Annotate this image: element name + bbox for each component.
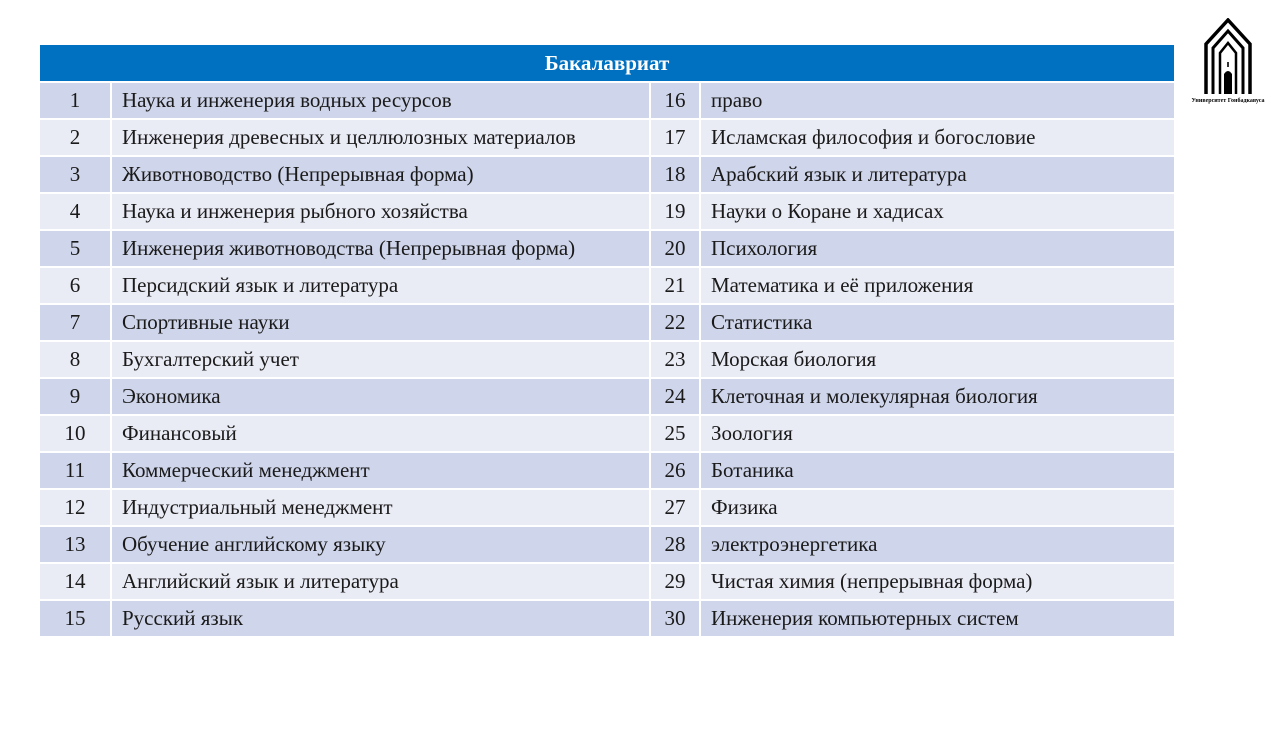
row-number-right: 27 [650,489,700,526]
program-name-right: Науки о Коране и хадисах [700,193,1174,230]
row-number-right: 21 [650,267,700,304]
program-name-right: Психология [700,230,1174,267]
row-number-left: 11 [40,452,111,489]
table-row [40,119,1174,156]
program-name-right: Чистая химия (непрерывная форма) [700,563,1174,600]
row-number-left: 5 [40,230,111,267]
program-name-right: Статистика [700,304,1174,341]
table-row [40,230,1174,267]
program-name-left: Спортивные науки [111,304,650,341]
row-number-left: 15 [40,600,111,637]
row-number-right: 16 [650,82,700,119]
table-row [40,563,1174,600]
university-logo [1180,18,1276,118]
row-number-left: 14 [40,563,111,600]
row-number-left: 9 [40,378,111,415]
program-name-left: Персидский язык и литература [111,267,650,304]
row-number-right: 26 [650,452,700,489]
program-name-left: Русский язык [111,600,650,637]
program-name-right: Клеточная и молекулярная биология [700,378,1174,415]
table-row [40,489,1174,526]
table-row [40,526,1174,563]
row-number-right: 28 [650,526,700,563]
program-name-left: Инженерия животноводства (Непрерывная форма) [111,230,650,267]
table-row [40,600,1174,637]
row-number-left: 7 [40,304,111,341]
row-number-left: 4 [40,193,111,230]
row-number-right: 22 [650,304,700,341]
row-number-left: 13 [40,526,111,563]
program-name-left: Обучение английскому языку [111,526,650,563]
program-name-left: Инженерия древесных и целлюлозных материалов [111,119,650,156]
university-arch-icon [1204,18,1252,96]
table-row [40,82,1174,119]
row-number-right: 20 [650,230,700,267]
table-row [40,415,1174,452]
program-name-right: Исламская философия и богословие [700,119,1174,156]
row-number-left: 12 [40,489,111,526]
row-number-right: 23 [650,341,700,378]
program-name-left: Индустриальный менеджмент [111,489,650,526]
row-number-left: 2 [40,119,111,156]
row-number-left: 1 [40,82,111,119]
row-number-left: 6 [40,267,111,304]
program-name-left: Животноводство (Непрерывная форма) [111,156,650,193]
row-number-right: 19 [650,193,700,230]
program-name-left: Бухгалтерский учет [111,341,650,378]
table-header-row [40,45,1174,82]
table-row [40,267,1174,304]
program-name-right: электроэнергетика [700,526,1174,563]
program-name-right: Математика и её приложения [700,267,1174,304]
row-number-right: 17 [650,119,700,156]
program-name-left: Наука и инженерия водных ресурсов [111,82,650,119]
table-row [40,304,1174,341]
program-name-left: Наука и инженерия рыбного хозяйства [111,193,650,230]
program-name-left: Финансовый [111,415,650,452]
program-name-right: Инженерия компьютерных систем [700,600,1174,637]
program-name-right: Физика [700,489,1174,526]
row-number-right: 29 [650,563,700,600]
row-number-right: 25 [650,415,700,452]
row-number-right: 18 [650,156,700,193]
program-name-left: Экономика [111,378,650,415]
program-name-right: право [700,82,1174,119]
table-row [40,341,1174,378]
row-number-right: 30 [650,600,700,637]
program-name-left: Английский язык и литература [111,563,650,600]
logo-caption: Университет Гонбадкавуса [1191,98,1265,104]
table-row [40,378,1174,415]
row-number-left: 3 [40,156,111,193]
table-row [40,156,1174,193]
row-number-left: 8 [40,341,111,378]
programs-table [40,45,1174,638]
table-row [40,193,1174,230]
program-name-right: Зоология [700,415,1174,452]
table-title: Бакалавриат [40,45,1174,82]
program-name-right: Арабский язык и литература [700,156,1174,193]
table-row [40,452,1174,489]
row-number-left: 10 [40,415,111,452]
program-name-right: Ботаника [700,452,1174,489]
table-body [40,82,1174,637]
program-name-right: Морская биология [700,341,1174,378]
row-number-right: 24 [650,378,700,415]
program-name-left: Коммерческий менеджмент [111,452,650,489]
